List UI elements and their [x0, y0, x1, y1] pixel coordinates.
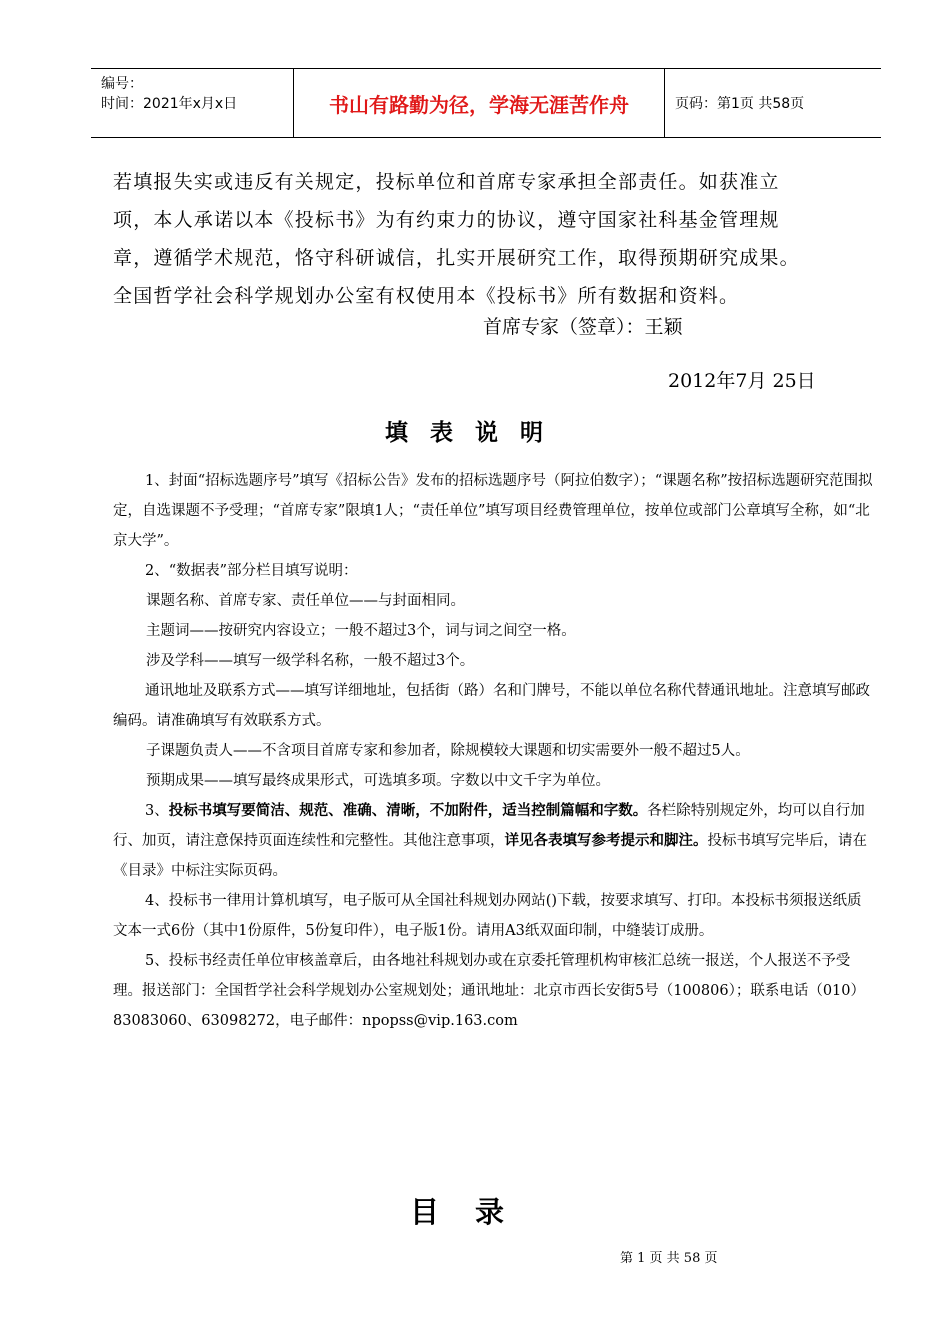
instruction-sub-d: 通讯地址及联系方式——填写详细地址，包括街（路）名和门牌号，不能以单位名称代替通讯地址。注意填写邮政编码。请准确填写有效联系方式。	[113, 683, 870, 729]
commitment-line: 章，遵循学术规范，恪守科研诚信，扎实开展研究工作，取得预期研究成果。	[113, 247, 800, 269]
commitment-line: 若填报失实或违反有关规定，投标单位和首席专家承担全部责任。如获准立	[113, 171, 780, 193]
item3-prefix: 3、	[145, 803, 169, 819]
instruction-sub-f: 预期成果——填写最终成果形式，可选填多项。字数以中文千字为单位。	[146, 773, 610, 789]
page-footer: 第 1 页 共 58 页	[620, 1251, 718, 1266]
signature-line: 首席专家（签章）：王颖	[483, 316, 683, 338]
instruction-sub-a: 课题名称、首席专家、责任单位——与封面相同。	[146, 593, 465, 609]
time-label: 时间：2021年x月x日	[101, 96, 238, 112]
header-page-number: 页码：第1页 共58页	[675, 96, 805, 112]
toc-title: 目录	[409, 1195, 540, 1229]
item3-bold-note: 详见各表填写参考提示和脚注。	[504, 832, 708, 849]
instruction-item-3	[113, 796, 873, 886]
page-header	[91, 68, 881, 138]
instruction-sub-c: 涉及学科——填写一级学科名称，一般不超过3个。	[146, 653, 475, 669]
signature-date: 2012年7月 25日	[668, 370, 816, 392]
item3-end: 投标书填写完毕后，请在《目录》中标注实际页码。	[113, 833, 867, 879]
instruction-sub-e: 子课题负责人——不含项目首席专家和参加者，除规模较大课题和切实需要外一般不超过5人。	[146, 743, 750, 759]
instructions	[113, 466, 873, 1036]
instruction-item-2: 2、“数据表”部分栏目填写说明：	[145, 563, 358, 579]
item3-bold-rule: 投标书填写要简洁、规范、准确、清晰，不加附件，适当控制篇幅和字数。	[168, 802, 648, 819]
number-label: 编号：	[101, 76, 143, 92]
instruction-item-4: 4、投标书一律用计算机填写，电子版可从全国社科规划办网站()下载，按要求填写、打印。本投标书须报送纸质文本一式6份（其中1份原件，5份复印件），电子版1份。请用A3纸双面印制，中缝装订成册。	[113, 893, 862, 939]
instruction-item-5: 5、投标书经责任单位审核盖章后，由各地社科规划办或在京委托管理机构审核汇总统一报送，个人报送不予受理。报送部门：全国哲学社会科学规划办公室规划处；通讯地址：北京市西长安街5号（100806）；联系电话（010）83083060、63098272，电子邮件：npopss@vip.163.com	[113, 953, 865, 1029]
item3-text: 各栏除特别规定外，均可以自行加行、加页，请注意保持页面连续性和完整性。其他注意事项，	[113, 803, 865, 849]
header-motto: 书山有路勤为径，学海无涯苦作舟	[294, 69, 665, 137]
commitment-text	[113, 163, 873, 315]
header-info-cell	[91, 69, 294, 137]
commitment-line: 全国哲学社会科学规划办公室有权使用本《投标书》所有数据和资料。	[113, 285, 740, 307]
commitment-line: 项，本人承诺以本《投标书》为有约束力的协议，遵守国家社科基金管理规	[113, 209, 780, 231]
instruction-sub-b: 主题词——按研究内容设立；一般不超过3个，词与词之间空一格。	[146, 623, 576, 639]
section-title: 填表说明	[385, 420, 565, 446]
instruction-item-1: 1、封面“招标选题序号”填写《招标公告》发布的招标选题序号（阿拉伯数字）；“课题名称”按招标选题研究范围拟定，自选课题不予受理；“首席专家”限填1人；“责任单位”填写项目经费管理单位，按单位或部门公章填写全称，如“北京大学”。	[113, 473, 873, 549]
